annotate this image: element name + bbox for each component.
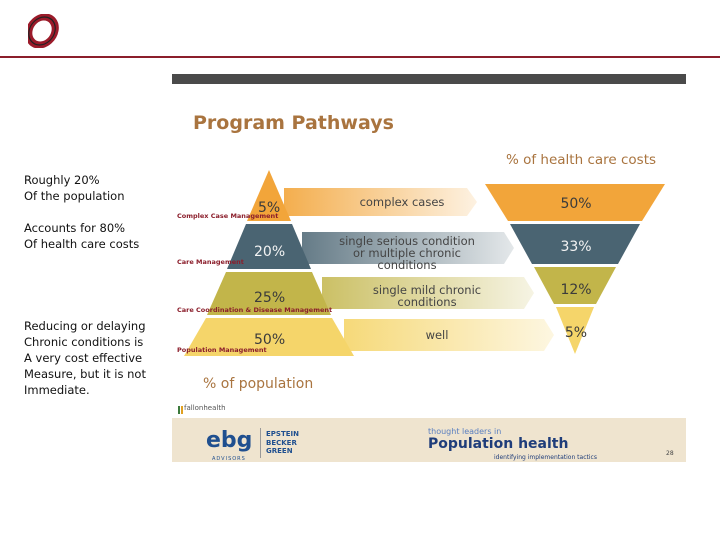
header-rule — [0, 56, 720, 58]
slide-panel — [172, 74, 686, 462]
page-number: 28 — [666, 450, 674, 457]
side-note-chronic: Reducing or delaying Chronic conditions is A very cost effective Measure, but it is not Immediate. — [24, 319, 146, 397]
level-label-4: Population Management — [177, 346, 267, 354]
slide-title: Program Pathways — [193, 112, 394, 134]
cost-pct-3: 12% — [560, 282, 592, 298]
logo-divider — [260, 428, 261, 458]
tagline-big: Population health — [428, 436, 569, 452]
level-label-3: Care Coordination & Disease Management — [177, 306, 333, 314]
population-pct-1: 5% — [258, 200, 281, 216]
band-text-4: well — [425, 328, 449, 342]
level-label-2: Care Management — [177, 258, 244, 266]
ebg-subtitle: ADVISORS — [212, 456, 246, 462]
university-logo-icon — [28, 14, 64, 48]
tagline-sub: identifying implementation tactics — [494, 454, 597, 461]
slide-footer — [172, 418, 686, 462]
side-note-costs: Accounts for 80% Of health care costs — [24, 221, 140, 251]
tagline-small: thought leaders in — [428, 427, 502, 436]
ebg-logo: ebg — [206, 428, 253, 453]
population-pct-4: 50% — [254, 332, 286, 348]
side-note-population: Roughly 20% Of the population — [24, 173, 125, 203]
band-text-2: single serious condition or multiple chronic conditions — [339, 234, 475, 272]
band-text-1: complex cases — [359, 195, 445, 209]
band-text-3: single mild chronic conditions — [372, 283, 482, 309]
cost-pct-2: 33% — [560, 239, 592, 255]
population-pct-2: 20% — [254, 244, 286, 260]
level-label-1: Complex Case Management — [177, 212, 279, 220]
bottom-label: % of population — [203, 376, 314, 392]
fallon-logo-text: fallonhealth — [184, 404, 226, 412]
cost-pct-1: 50% — [560, 196, 592, 212]
population-pct-3: 25% — [254, 290, 286, 306]
fallon-logo-icon — [178, 406, 183, 414]
right-axis-label: % of health care costs — [506, 152, 657, 168]
pathways-diagram — [172, 84, 686, 462]
ebg-firm-name: EPSTEIN BECKER GREEN — [266, 430, 299, 455]
cost-pct-4: 5% — [564, 325, 588, 341]
